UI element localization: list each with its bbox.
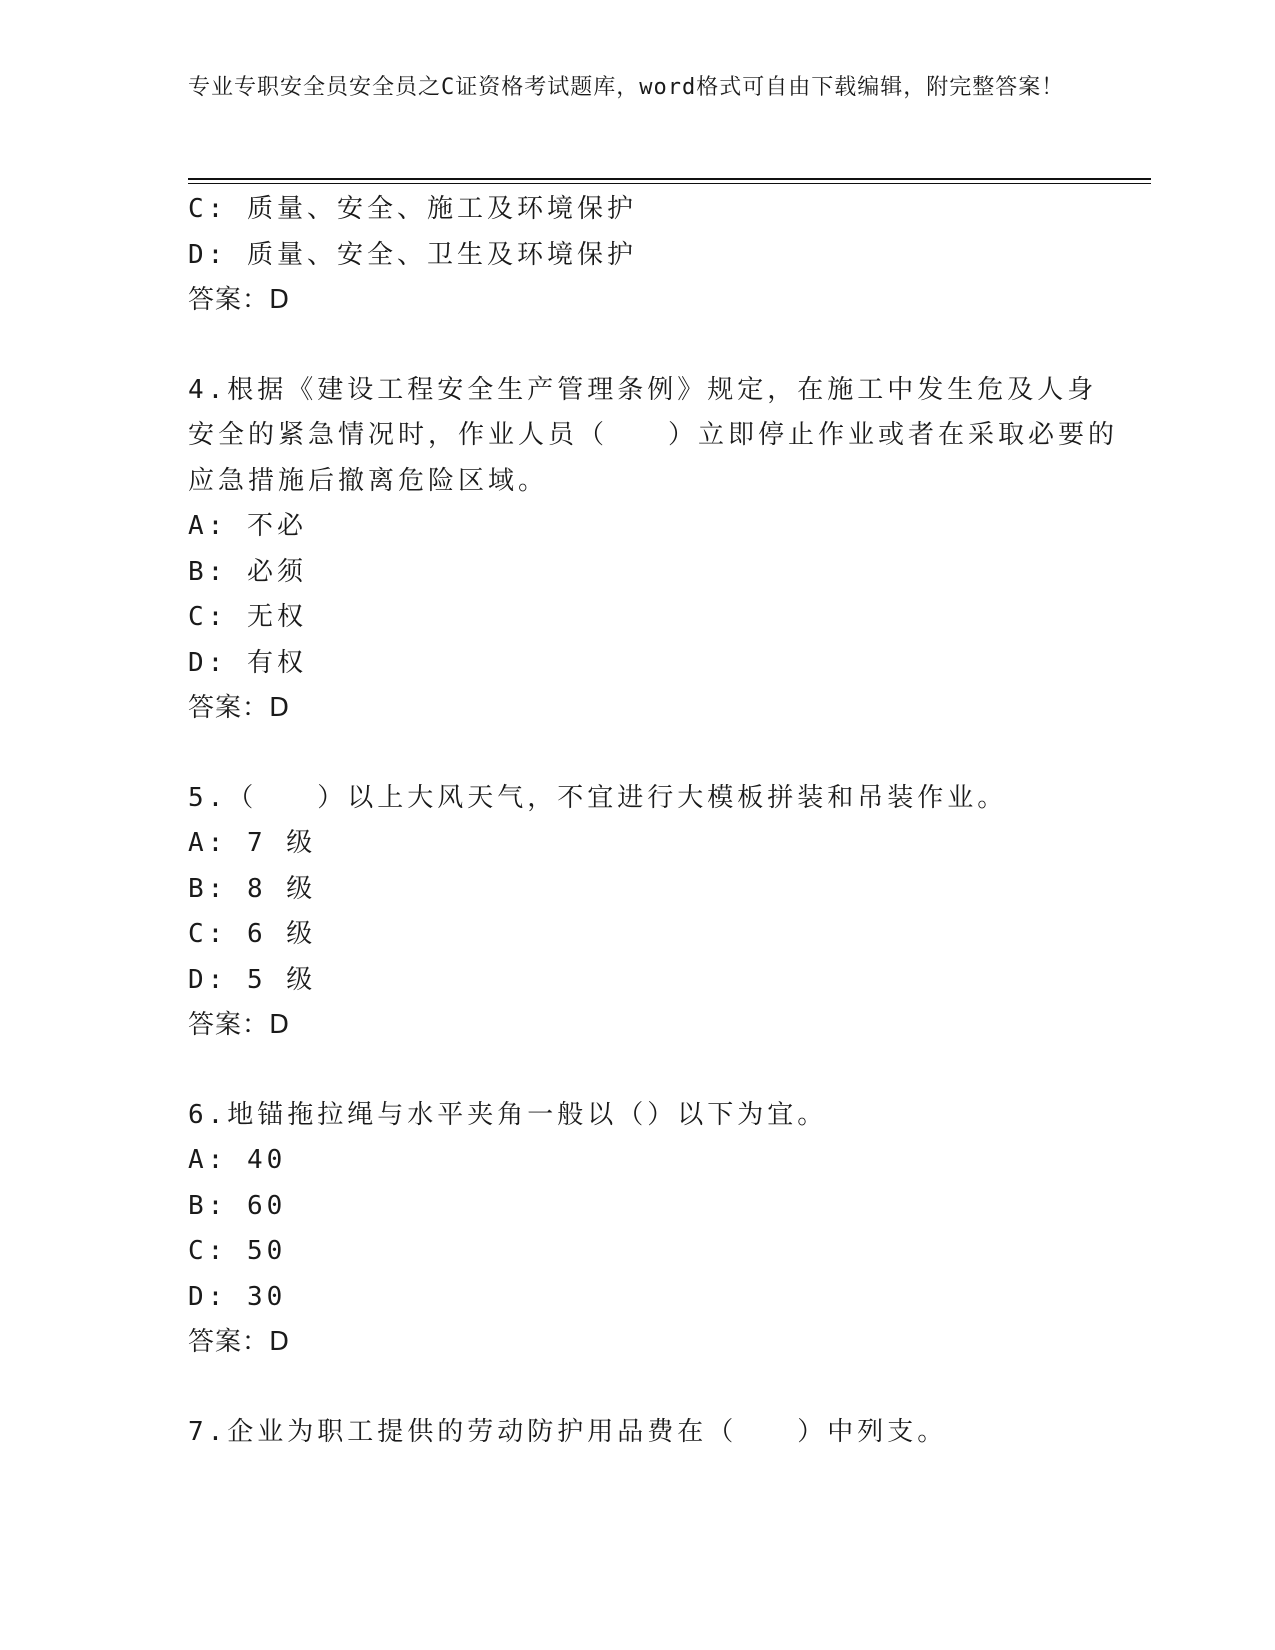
option-c: C: 无权 — [188, 602, 307, 632]
question-5 — [188, 776, 1088, 1049]
question-list — [188, 187, 1119, 1455]
option-c: C: 50 — [188, 1236, 287, 1266]
question-spacer — [188, 1366, 1088, 1410]
question-6 — [188, 1093, 1088, 1366]
question-7 — [188, 1410, 1088, 1456]
option-d: D: 质量、安全、卫生及环境保护 — [188, 239, 637, 270]
question-stem: 6.地锚拖拉绳与水平夹角一般以（）以下为宜。 — [188, 1099, 828, 1130]
question-3-fragment — [188, 187, 1088, 324]
document-header: 专业专职安全员安全员之C证资格考试题库，word格式可自由下载编辑，附完整答案！ — [188, 75, 1065, 100]
question-stem: 7.企业为职工提供的劳动防护用品费在（ ）中列支。 — [188, 1416, 948, 1447]
option-b: B: 必须 — [188, 556, 307, 587]
header-rule-thin — [188, 183, 1151, 184]
option-a: A: 40 — [188, 1145, 287, 1175]
option-d: D: 有权 — [188, 647, 307, 678]
option-d: D: 5 级 — [188, 964, 317, 995]
answer: 答案：D — [188, 693, 291, 723]
option-b: B: 8 级 — [188, 873, 317, 904]
answer: 答案：D — [188, 1010, 291, 1040]
question-spacer — [188, 732, 1088, 776]
question-stem-line: 应急措施后撤离危险区域。 — [188, 465, 549, 496]
question-spacer — [188, 1049, 1088, 1093]
question-4 — [188, 368, 1119, 732]
question-spacer — [188, 324, 1088, 368]
option-c: C: 质量、安全、施工及环境保护 — [188, 194, 637, 224]
option-c: C: 6 级 — [188, 919, 317, 949]
answer: 答案：D — [188, 1327, 291, 1357]
option-b: B: 60 — [188, 1190, 287, 1221]
header-rule-thick — [188, 178, 1151, 180]
answer: 答案：D — [188, 285, 291, 315]
question-stem-line: 4.根据《建设工程安全生产管理条例》规定，在施工中发生危及人身 — [188, 374, 1098, 405]
question-stem-line: 安全的紧急情况时，作业人员（ ）立即停止作业或者在采取必要的 — [188, 420, 1119, 450]
option-a: A: 不必 — [188, 511, 307, 541]
question-stem: 5.（ ）以上大风天气，不宜进行大模板拼装和吊装作业。 — [188, 782, 1008, 813]
option-a: A: 7 级 — [188, 828, 317, 858]
option-d: D: 30 — [188, 1281, 287, 1312]
